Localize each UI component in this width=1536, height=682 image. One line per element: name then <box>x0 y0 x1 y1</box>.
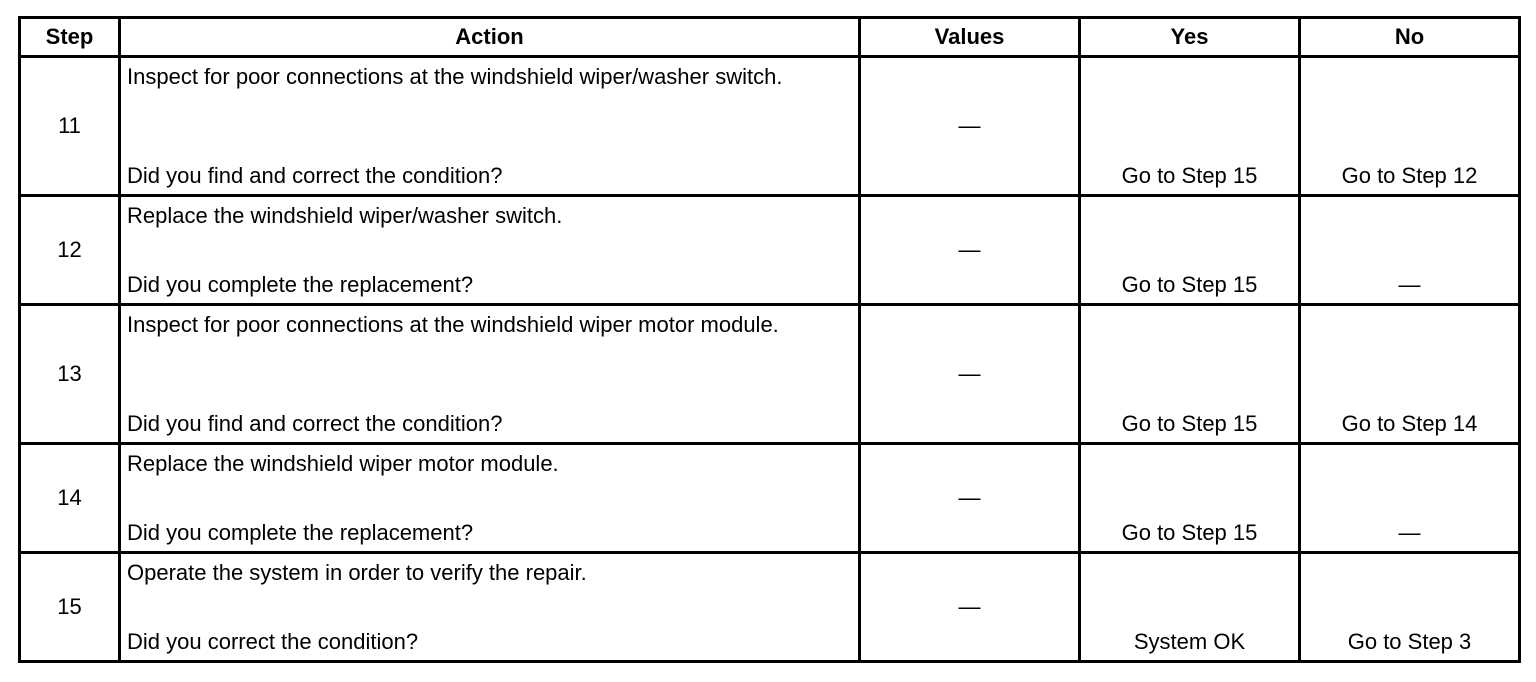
action-cell <box>120 444 860 553</box>
action-question: Did you complete the replacement? <box>127 272 474 297</box>
yes-target: Go to Step 15 <box>1121 520 1258 545</box>
header-action: Action <box>120 18 860 57</box>
header-step: Step <box>20 18 120 57</box>
values-cell <box>860 57 1080 196</box>
no-target: — <box>1398 272 1421 297</box>
action-instruction: Replace the windshield wiper/washer switch. <box>127 203 563 228</box>
no-cell <box>1300 57 1520 196</box>
yes-target: System OK <box>1133 629 1246 654</box>
yes-target: Go to Step 15 <box>1121 411 1258 436</box>
yes-cell <box>1080 553 1300 662</box>
table-row <box>20 444 1520 553</box>
no-cell <box>1300 553 1520 662</box>
values-cell <box>860 444 1080 553</box>
yes-cell <box>1080 57 1300 196</box>
action-cell <box>120 57 860 196</box>
values-dash: — <box>958 361 981 386</box>
values-dash: — <box>958 113 981 138</box>
step-cell: 12 <box>20 196 120 305</box>
values-cell <box>860 196 1080 305</box>
header-yes: Yes <box>1080 18 1300 57</box>
values-cell <box>860 305 1080 444</box>
no-target: — <box>1398 520 1421 545</box>
values-dash: — <box>958 237 981 262</box>
table-row <box>20 305 1520 444</box>
header-no: No <box>1300 18 1520 57</box>
no-target: Go to Step 12 <box>1341 163 1478 188</box>
action-question: Did you find and correct the condition? <box>127 411 503 436</box>
yes-cell <box>1080 196 1300 305</box>
action-instruction: Replace the windshield wiper motor module. <box>127 451 559 476</box>
diagnostic-table <box>18 16 1521 663</box>
no-target: Go to Step 14 <box>1341 411 1478 436</box>
step-cell: 13 <box>20 305 120 444</box>
values-dash: — <box>958 594 981 619</box>
table-row <box>20 196 1520 305</box>
action-instruction: Operate the system in order to verify the repair. <box>127 560 587 585</box>
yes-target: Go to Step 15 <box>1121 163 1258 188</box>
action-instruction: Inspect for poor connections at the windshield wiper/washer switch. <box>127 64 783 89</box>
action-question: Did you correct the condition? <box>127 629 419 654</box>
no-target: Go to Step 3 <box>1347 629 1472 654</box>
header-row <box>20 18 1520 57</box>
no-cell <box>1300 444 1520 553</box>
action-cell <box>120 196 860 305</box>
action-cell <box>120 305 860 444</box>
yes-target: Go to Step 15 <box>1121 272 1258 297</box>
table-row <box>20 57 1520 196</box>
no-cell <box>1300 305 1520 444</box>
yes-cell <box>1080 444 1300 553</box>
header-values: Values <box>860 18 1080 57</box>
step-cell: 14 <box>20 444 120 553</box>
yes-cell <box>1080 305 1300 444</box>
table-row <box>20 553 1520 662</box>
step-cell: 15 <box>20 553 120 662</box>
step-cell: 11 <box>20 57 120 196</box>
action-cell <box>120 553 860 662</box>
no-cell <box>1300 196 1520 305</box>
action-instruction: Inspect for poor connections at the windshield wiper motor module. <box>127 312 779 337</box>
action-question: Did you complete the replacement? <box>127 520 474 545</box>
values-dash: — <box>958 485 981 510</box>
action-question: Did you find and correct the condition? <box>127 163 503 188</box>
values-cell <box>860 553 1080 662</box>
